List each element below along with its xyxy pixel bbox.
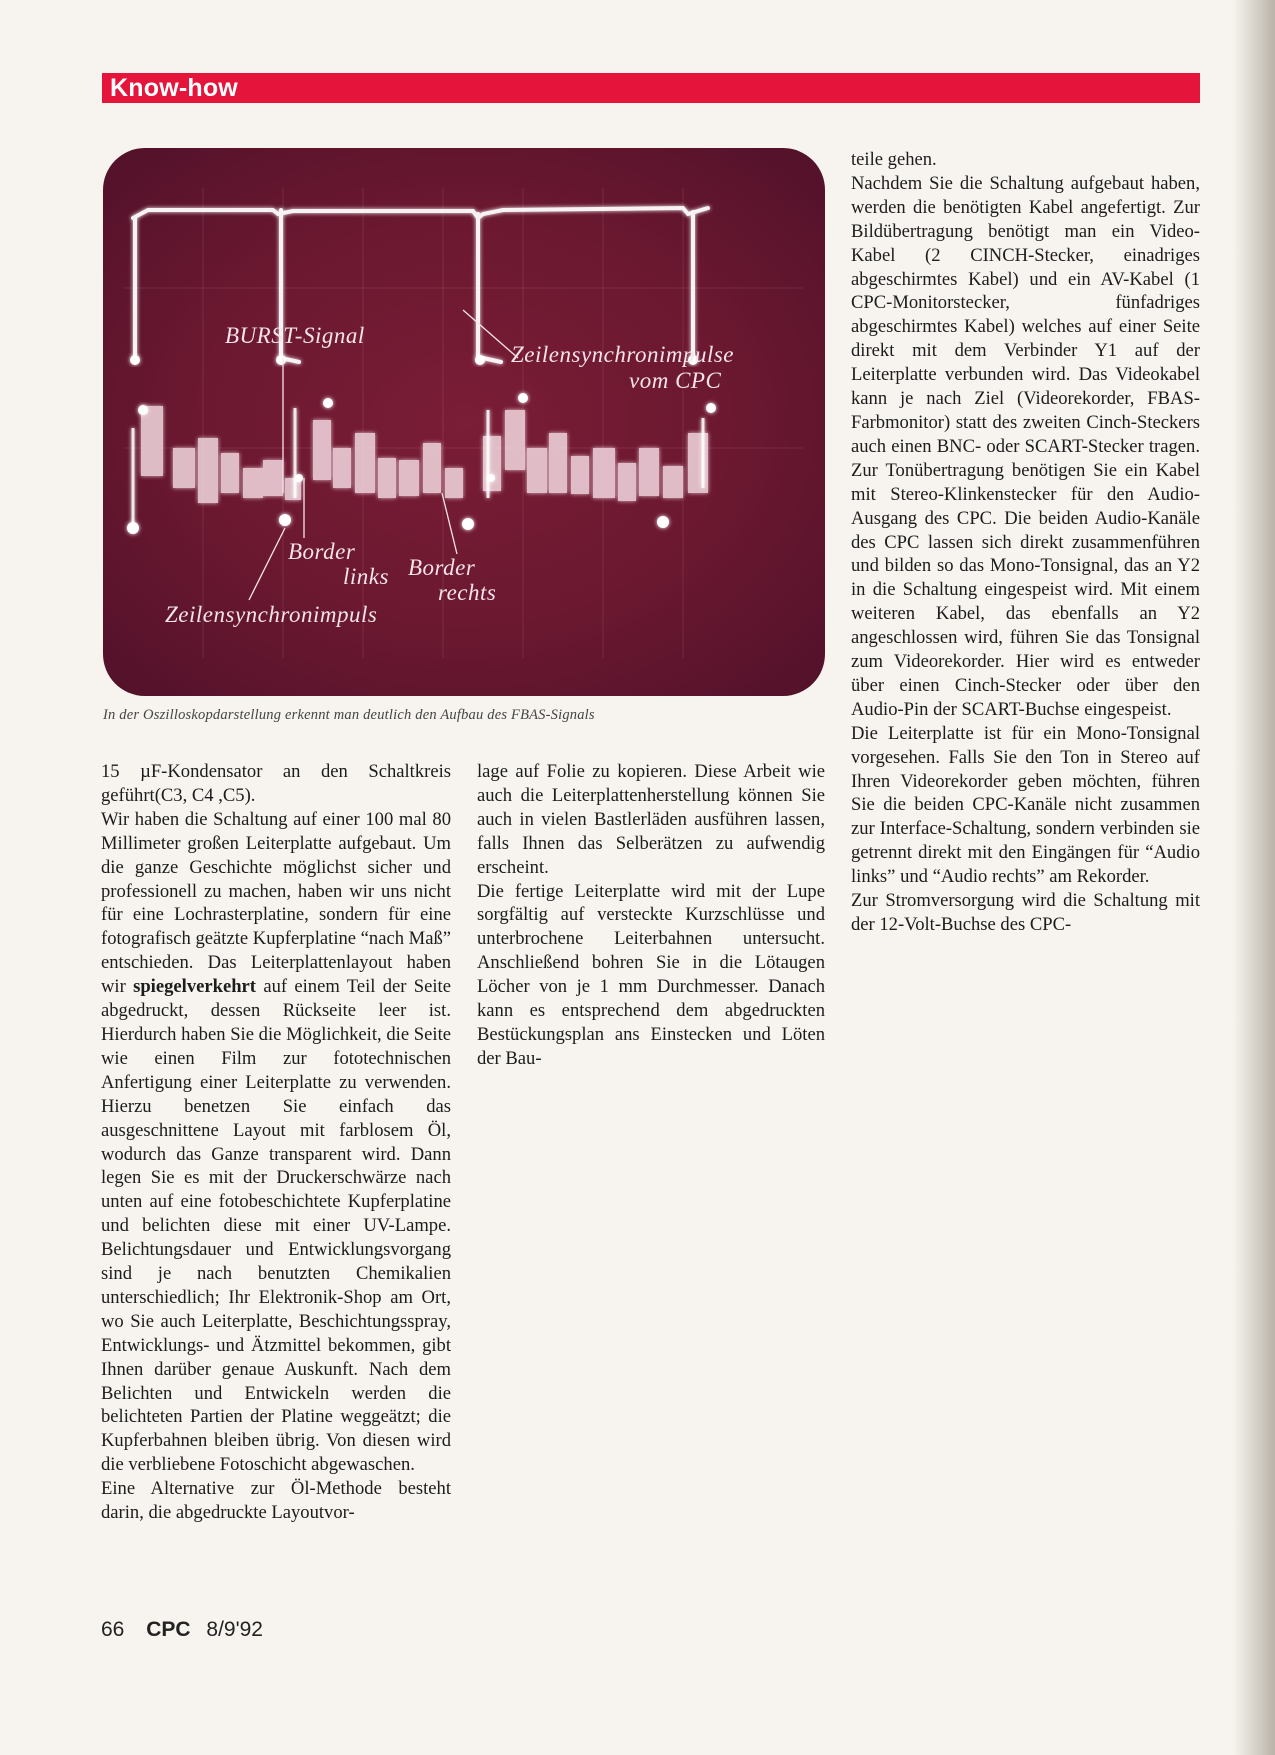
label-burst-signal: BURST-Signal	[225, 323, 365, 348]
paragraph: teile gehen.	[851, 149, 937, 170]
label-border-rechts-line1: Border	[408, 555, 476, 580]
paragraph: Die fertige Leiterplatte wird mit der Lupe sorgfältig auf versteckte Kurzschlüsse und unterbrochene Leiterbahnen untersucht. Anschließend bohren Sie in die Lötaugen Löcher von je 1 mm Durchmesser. Danach kann es entsprechend dem abgedruckten Bestückungsplan ans Einstecken und Löten der Bau-	[477, 880, 825, 1069]
label-border-links-line1: Border	[288, 539, 356, 564]
label-border-rechts-line2: rechts	[438, 580, 497, 605]
issue-date: 8/9'92	[206, 1618, 263, 1641]
emphasis-spiegelverkehrt: spiegelverkehrt	[133, 976, 257, 998]
text-column-2	[477, 760, 825, 1071]
page-footer	[101, 1618, 263, 1642]
label-border-links-line2: links	[343, 564, 389, 589]
section-title: Know-how	[110, 74, 238, 102]
section-header-bar	[102, 73, 1200, 103]
magazine-name: CPC	[146, 1618, 191, 1641]
paragraph: Eine Alternative zur Öl-Methode besteht darin, die abgedruckte Layoutvor-	[101, 1478, 451, 1524]
figure-caption: In der Oszilloskopdarstellung erkennt man deutlich den Aufbau des FBAS-Signals	[103, 707, 595, 723]
paragraph: 15 µF-Kondensator an den Schaltkreis geführt(C3, C4 ,C5).	[101, 761, 451, 806]
paragraph: Wir haben die Schaltung auf einer 100 mal 80 Millimeter großen Leiterplatte aufgebaut. Um die ganze Geschichte möglichst sicher und professionell zu machen, haben wir uns nicht für eine Lochrasterplatine, sondern für eine fotografisch geätzte Kupferplatine “nach Maß” entschieden. Das Leiterplattenlayout haben wir spiegelverkehrt auf einem Teil der Seite abgedruckt, dessen Rückseite leer ist. Hierdurch haben Sie die Möglichkeit, die Seite wie einen Film zur fototechnischen Anfertigung einer Leiterplatte zu verwenden. Hierzu benetzen Sie einfach das ausgeschnittene Layout mit farblosem Öl, wodurch das Ganze transparent wird. Dann legen Sie es mit der Druckerschwärze nach unten auf eine fotobeschichtete Kupferplatine und belichten diese mit einer UV-Lampe. Belichtungsdauer und Entwicklungsvorgang sind je nach benutzten Chemikalien unterschiedlich; Ihr Elektronik-Shop am Ort, wo Sie auch Leiterplatte, Beschichtungsspray, Entwicklungs- und Ätzmittel bekommen, gibt Ihnen darüber genaue Auskunft. Nach dem Belichten und Entwickeln werden die belichteten Partien der Platine weggeätzt; die Kupferbahnen bleiben übrig. Von diesen wird die verbliebene Fotoschicht abgewaschen.	[101, 808, 452, 1476]
paragraph: lage auf Folie zu kopieren. Diese Arbeit wie auch die Leiterplattenherstellung können Sie auch in vielen Bastlerläden ausführen lassen, falls Ihnen das Selberätzen zu aufwendig erscheint.	[477, 761, 825, 878]
page-binding-edge	[1233, 0, 1275, 1755]
sync-trace	[133, 208, 708, 362]
text-column-3	[851, 148, 1200, 937]
oscilloscope-photo	[103, 148, 825, 696]
label-zeilensynchronimpuls: Zeilensynchronimpuls	[165, 602, 378, 627]
paragraph: Nachdem Sie die Schaltung aufgebaut haben, werden die benötigten Kabel angefertigt. Zur Bildübertragung benötigt man ein Video-Kabel (2 CINCH-Stecker, einadriges abgeschirmtes Kabel) und ein AV-Kabel (1 CPC-Monitorstecker, fünfadriges abgeschirmtes Kabel) welches auf einer Seite direkt mit dem Verbinder Y1 auf der Leiterplatte verbunden wird. Das Videokabel kann je nach Ziel (Videorekorder, FBAS-Farbmonitor) statt des zweiten Cinch-Steckers auch einen BNC- oder SCART-Stecker tragen. Zur Tonübertragung benötigen Sie ein Kabel mit Stereo-Klinkenstecker für den Audio-Ausgang des CPC. Die beiden Audio-Kanäle des CPC lassen sich direkt zusammenführen und bilden so das Mono-Tonsignal, das an Y2 in die Schaltung eingespeist wird. Mit einem weiteren Kabel, das ebenfalls an Y2 angeschlossen wird, führen Sie das Tonsignal zum Videorekorder. Hier wird es entweder über einen Cinch-Stecker oder über den Audio-Pin der SCART-Buchse eingespeist.	[851, 172, 1200, 720]
page-number: 66	[101, 1618, 125, 1641]
text-column-1	[101, 760, 451, 1525]
label-zeilensync-cpc-line1: Zeilensynchronimpulse	[511, 342, 735, 367]
paragraph: Die Leiterplatte ist für ein Mono-Tonsignal vorgesehen. Falls Sie den Ton in Stereo auf Ihren Videorekorder geben möchten, führen Sie die beiden CPC-Kanäle nicht zusammen zur Interface-Schaltung, sondern verbinden sie getrennt direkt mit den Eingängen für “Audio links” und “Audio rechts” am Rekorder.	[851, 722, 1200, 888]
label-zeilensync-cpc-line2: vom CPC	[629, 368, 722, 393]
video-line-trace	[141, 406, 708, 503]
paragraph: Zur Stromversorgung wird die Schaltung mit der 12-Volt-Buchse des CPC-	[851, 890, 1200, 935]
